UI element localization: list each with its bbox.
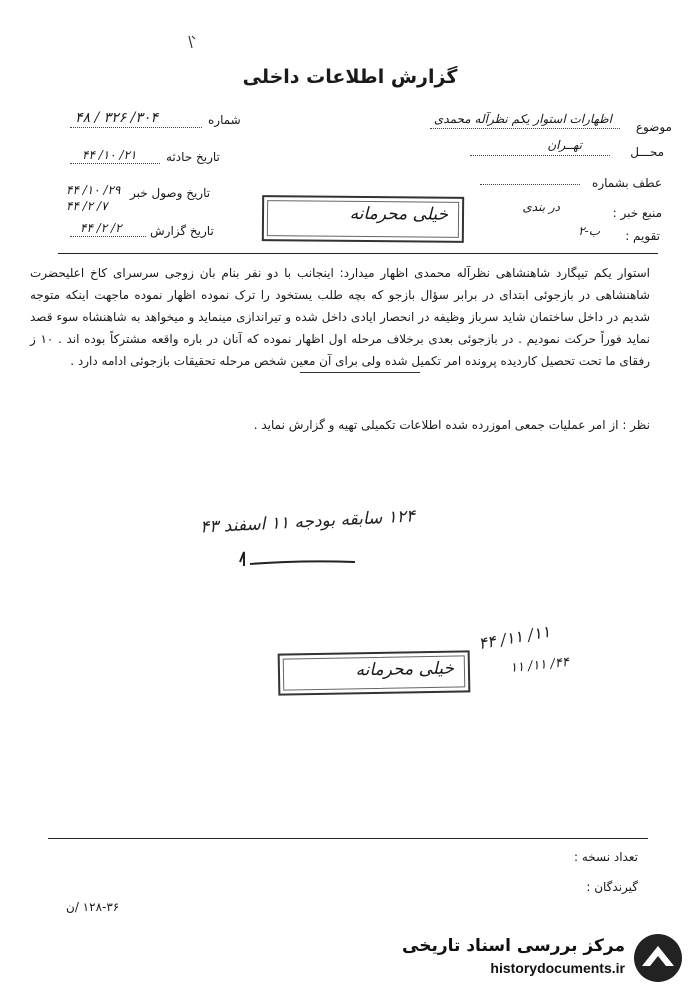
header-rule: [58, 253, 658, 254]
place-label: محـــل: [630, 145, 664, 159]
corner-mark: [186, 34, 200, 50]
confidential-stamp-bottom: خیلی محرمانه: [278, 650, 471, 695]
number-label: شماره: [208, 113, 241, 127]
report-date-line: [70, 236, 146, 237]
received-date-label: تاریخ وصول خبر: [130, 186, 211, 200]
watermark-title: مرکز بررسی اسناد تاریخی: [402, 936, 625, 956]
signature: ۱۱/ ۱۱/ ۴۴: [476, 621, 552, 654]
incident-date-value: ۲۱/ ۱۰/ ۴۴: [82, 148, 137, 162]
report-date-label: تاریخ گزارش: [150, 224, 214, 238]
confidential-stamp-top: خیلی محرمانه: [262, 195, 464, 243]
copies-label: تعداد نسخه :: [573, 850, 638, 864]
subject-value: اظهارات استوار یکم نظرآله محمدی: [433, 112, 612, 126]
report-date-value: ۲/ ۲/ ۴۴: [80, 221, 122, 235]
source-value: در بندی: [522, 200, 560, 214]
number-value: ۳۰۴/ ۳۲۶ / ۴۸: [75, 110, 158, 126]
reference-label: عطف بشماره: [592, 176, 662, 190]
place-value: تهــران: [547, 138, 582, 152]
rating-value: ب-۲: [578, 224, 600, 238]
report-body: استوار یکم تیپگارد شاهنشاهی نظرآله محمدی اظهار میدارد: اینجانب با دو نفر بنام بان زوجی سرسرای کاخ اعلیحضرت شاهنشاهی در بازجوئی ابتدای در برابر سؤال بازجو که بچه طلب یستخود را ترک نموده اظهار نموده ماجهت اینکه متوجه شدیم در داخل ساختمان شاید سرباز وظیفه در انحصار ایادی داخل شده و تیراندازی مینماید و میخواهد به شاهنشاه سوء قصد نماید فوراً حرکت نمودیم . در بازجوئی بعدی برخلاف مرحله اول اظهار نموده که آنان در باره واقعه مشترکاً بوده اند . ۱۰ ز رفقای ما تحت تحصیل کاردیده پرونده امر تکمیل شده ولی برای آن معین شخص مرحله تحقیقات بازجوئی ادامه دارد .: [30, 266, 650, 368]
place-line: [470, 155, 610, 156]
reference-line: [480, 184, 580, 185]
received-date-value: ۲۹/ ۱۰/ ۴۴: [66, 183, 121, 197]
subject-label: موضوع: [635, 120, 672, 134]
recipients-label: گیرندگان :: [586, 880, 638, 894]
handwritten-note: ۱۲۴ سابقه بودجه ۱۱ اسفند ۴۳: [199, 506, 416, 538]
form-code: ۱۲۸-۳۶ /ن: [66, 900, 120, 914]
handwritten-underline: [230, 548, 360, 572]
received-date-extra: ۷/ ۲/ ۴۴: [66, 199, 108, 213]
incident-date-label: تاریخ حادثه: [166, 150, 220, 164]
source-label: منبع خبر :: [612, 206, 662, 220]
signature-date: ۴۴/ ۱۱/ ۱۱: [509, 654, 570, 677]
document-title: گزارش اطلاعات داخلی: [242, 66, 458, 88]
archive-logo-icon: [630, 932, 686, 984]
rating-label: تقویم :: [625, 229, 660, 243]
watermark-url: historydocuments.ir: [490, 960, 625, 976]
subject-line: [430, 128, 620, 129]
number-line: [70, 127, 202, 128]
incident-date-line: [70, 163, 160, 164]
body-underline: [300, 372, 420, 373]
report-conclusion: نظر : از امر عملیات جمعی اموزرده شده اطلاعات تکمیلی تهیه و گزارش نماید .: [253, 418, 650, 432]
footer-rule: [48, 838, 648, 839]
